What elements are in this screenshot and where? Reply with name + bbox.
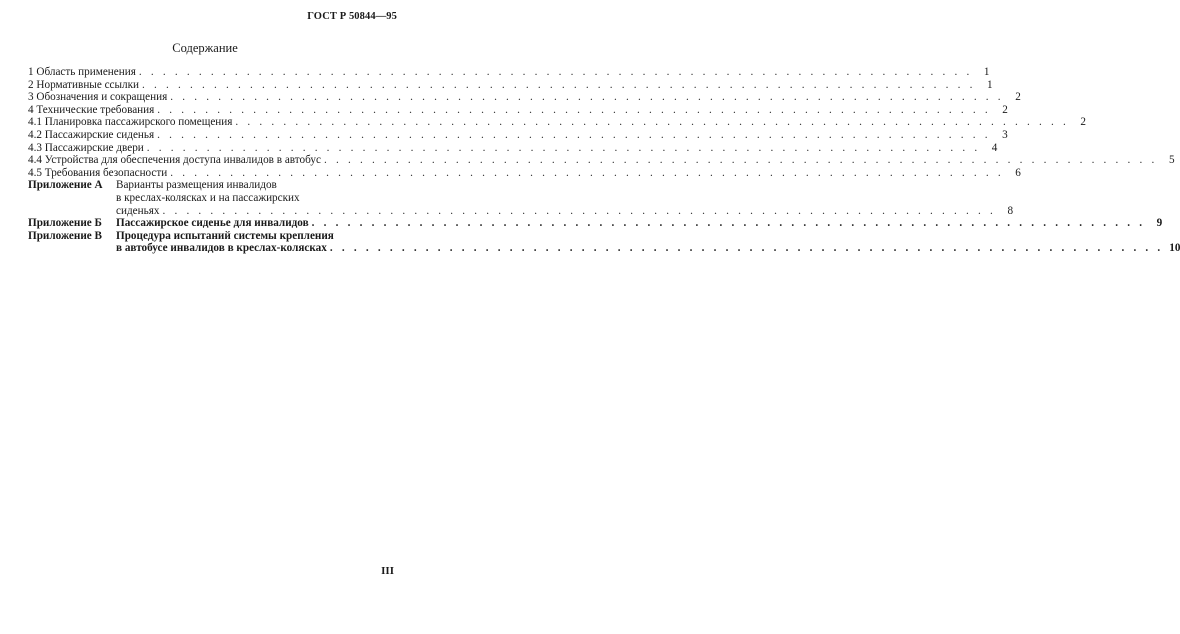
appendix-heading: Приложение В (28, 229, 103, 242)
toc-appendix-b[interactable] (28, 217, 1163, 230)
toc-entry-label: 4.4 Устройства для обеспечения доступа инвалидов в автобус (28, 154, 321, 167)
toc-entry-page: 1 (987, 78, 993, 91)
dot-leader (147, 142, 981, 155)
toc-appendix-a[interactable] (28, 179, 1014, 217)
dot-leader (142, 79, 976, 92)
toc-entry[interactable] (28, 154, 1175, 167)
toc-entry[interactable] (28, 78, 993, 92)
toc-entry-label: 4.3 Пассажирские двери (28, 141, 144, 154)
appendix-heading: Приложение Б (28, 217, 102, 230)
toc-entry-label: 3 Обозначения и сокращения (28, 91, 168, 104)
toc-entry[interactable] (28, 141, 998, 155)
page-title: Содержание (172, 41, 238, 55)
appendix-title-line: сиденьях . . . 8 (116, 205, 1013, 218)
dot-leader (157, 104, 991, 117)
toc-entry[interactable] (28, 91, 1021, 104)
dot-leader (312, 217, 1146, 230)
toc-entry-label: 4.5 Требования безопасности (28, 166, 168, 179)
dot-leader (162, 205, 996, 218)
toc-entry-page: 8 (1007, 204, 1014, 217)
toc-entry-label: 2 Нормативные ссылки (28, 78, 140, 91)
toc-entry-label: 4.1 Планировка пассажирского помещения (28, 116, 233, 129)
toc-entry-page: 2 (1080, 116, 1086, 129)
appendix-title-line: в автобусе инвалидов в креслах-колясках . . . 10 (116, 242, 1180, 255)
toc-entry-page: 1 (983, 66, 990, 78)
toc-entry[interactable] (28, 66, 990, 79)
standard-designation: ГОСТ Р 50844—95 (307, 11, 397, 22)
appendix-title (116, 217, 1162, 230)
appendix-title-line: Пассажирское сиденье для инвалидов . . . 9 (116, 217, 1162, 230)
toc-entry-page: 6 (1015, 166, 1021, 179)
toc-entry-page: 3 (1002, 128, 1008, 141)
appendix-title-line: в креслах-колясках и на пассажирских (116, 191, 300, 204)
dot-leader (235, 116, 1069, 129)
toc-entry-label: 1 Область применения (28, 66, 136, 78)
toc-entry[interactable] (28, 116, 1086, 129)
toc-appendix-v[interactable] (28, 229, 1180, 255)
toc-entry[interactable] (28, 166, 1021, 180)
table-of-contents (28, 66, 1180, 255)
appendix-title-line: Варианты размещения инвалидов (116, 179, 277, 192)
page-number: III (381, 565, 394, 577)
toc-entry-label: 4.2 Пассажирские сиденья (28, 128, 155, 141)
dot-leader (170, 91, 1004, 104)
dot-leader (324, 154, 1158, 167)
toc-entry-page: 2 (1002, 103, 1008, 116)
appendix-title (116, 179, 1013, 217)
appendix-heading: Приложение А (28, 179, 103, 192)
appendix-title (116, 230, 1180, 255)
dot-leader (139, 66, 973, 79)
dot-leader (170, 167, 1004, 180)
dot-leader (330, 242, 1164, 255)
dot-leader (157, 129, 991, 142)
appendix-title-line: Процедура испытаний системы крепления (116, 229, 334, 242)
toc-entry-page: 9 (1156, 217, 1163, 230)
toc-entry-page: 5 (1168, 154, 1175, 167)
toc-entry-label: 4 Технические требования (28, 103, 155, 116)
toc-entry[interactable] (28, 128, 1008, 142)
toc-entry-page: 10 (1169, 242, 1180, 255)
toc-entry-page: 2 (1015, 91, 1021, 104)
toc-entry-page: 4 (991, 141, 998, 154)
toc-entry[interactable] (28, 103, 1008, 117)
